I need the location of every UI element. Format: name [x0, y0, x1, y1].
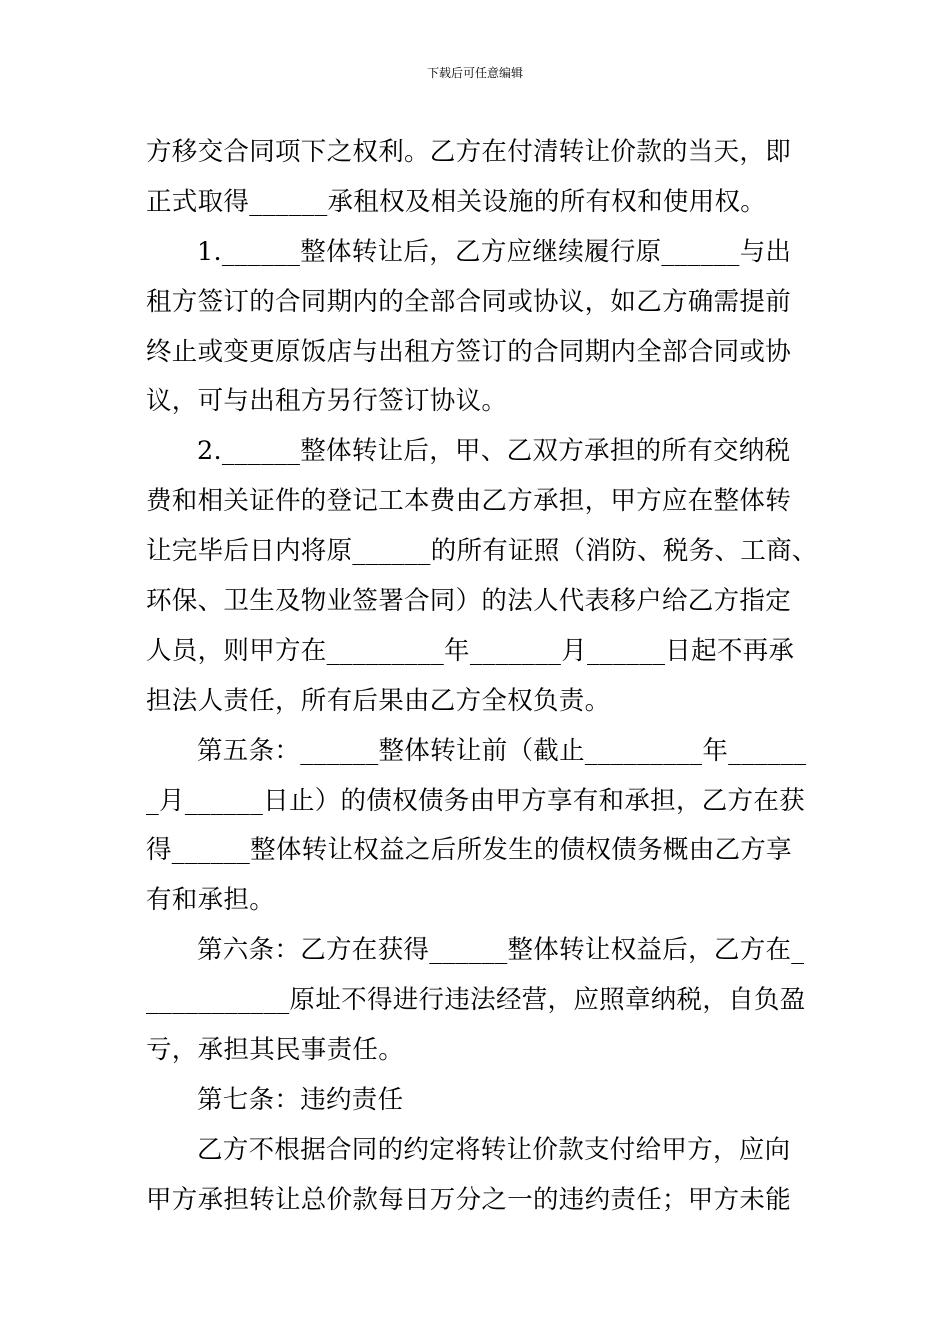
text-line: 议，可与出租方另行签订协议。 [146, 386, 508, 417]
text-line: 甲方承担转让总价款每日万分之一的违约责任；甲方未能 [146, 1184, 792, 1215]
text-line: 第六条：乙方在获得______整体转让权益后，乙方在_ [197, 935, 805, 966]
text-line: 正式取得______承租权及相关设施的所有权和使用权。 [146, 186, 767, 217]
text-line: 担法人责任，所有后果由乙方全权负责。 [146, 685, 611, 716]
text-line: 租方签订的合同期内的全部合同或协议，如乙方确需提前 [146, 286, 792, 317]
text-line: 亏，承担其民事责任。 [146, 1035, 405, 1066]
page-header: 下载后可任意编辑 [426, 66, 523, 80]
text-line: ___________原址不得进行违法经营，应照章纳税，自负盈 [146, 985, 806, 1016]
text-line: 人员，则甲方在_________年_______月______日起不再承 [146, 635, 795, 666]
text-line: 费和相关证件的登记工本费由乙方承担，甲方应在整体转 [146, 486, 792, 517]
text-line: 方移交合同项下之权利。乙方在付清转让价款的当天，即 [146, 137, 792, 167]
document-body [146, 128, 818, 1226]
text-line: 得______整体转让权益之后所发生的债权债务概由乙方享 [146, 835, 792, 866]
text-line: 终止或变更原饭店与出租方签订的合同期内全部合同或协 [146, 336, 792, 367]
text-line: 乙方不根据合同的约定将转让价款支付给甲方，应向 [197, 1134, 791, 1165]
text-line: 有和承担。 [146, 885, 276, 916]
text-line: 第五条：______整体转让前（截止_________年______ [197, 735, 807, 766]
text-line: 第七条：违约责任 [197, 1084, 404, 1115]
text-line: 环保、卫生及物业签署合同）的法人代表移户给乙方指定 [146, 586, 792, 617]
text-line: _月______日止）的债权债务由甲方享有和承担，乙方在获 [146, 785, 805, 816]
text-line: 1.______整体转让后，乙方应继续履行原______与出 [197, 236, 792, 267]
text-line: 2.______整体转让后，甲、乙双方承担的所有交纳税 [197, 436, 791, 467]
text-line: 让完毕后日内将原______的所有证照（消防、税务、工商、 [146, 536, 818, 567]
